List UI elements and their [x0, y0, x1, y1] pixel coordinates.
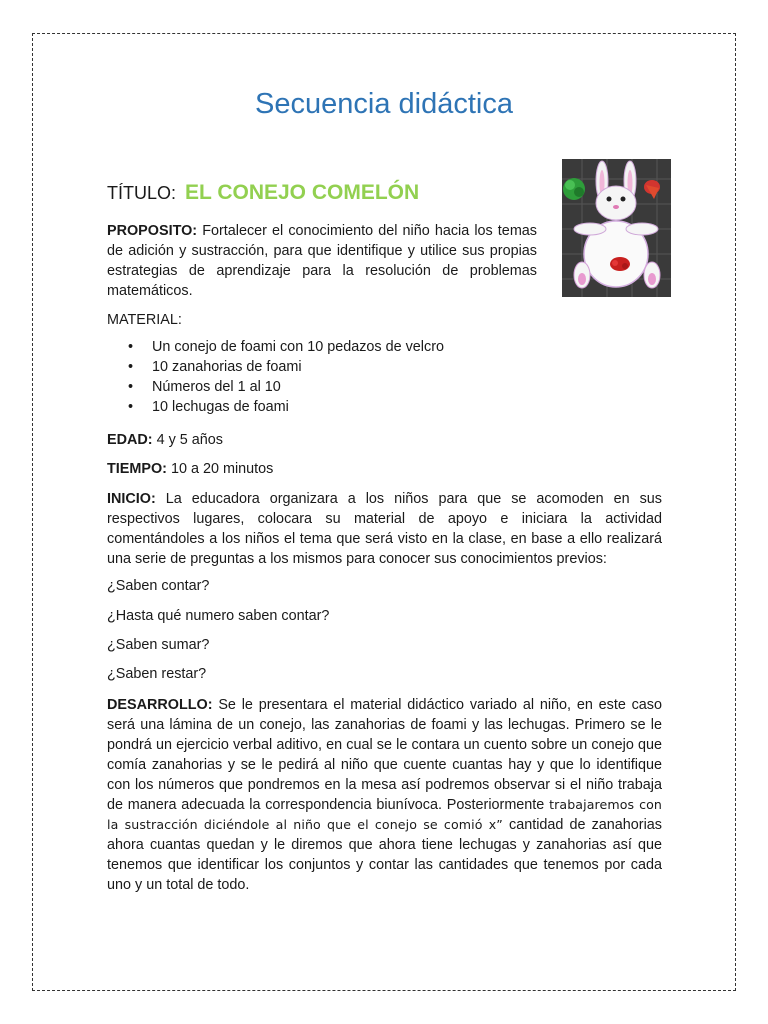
- desarrollo-text-1: Se le presentara el material didáctico variado al niño, en este caso será una lámina de un conejo, las zanahorias de foami y las lechugas. Primero se le pondrá un ejercicio verbal aditivo, en cual se le contara un cuento sobre un conejo que comía zanahorias y se le pedirá al niño que cuente cuantas hay y que lo identifique con los números que pondremos en la mesa así podremos observar si el niño trabaja de manera adecuada la correspondencia biunívoca. Posteriormente: [107, 697, 663, 813]
- desarrollo-text-3: cantidad de zanahorias ahora cuantas quedan y le diremos que ahora tiene lechugas y zanahorias así que tenemos que identificar los conjuntos y contar las cantidades que tenemos por cada uno y un total de todo.: [107, 817, 662, 893]
- list-item: • Un conejo de foami con 10 pedazos de velcro: [152, 337, 444, 357]
- question-item: ¿Saben sumar?: [107, 637, 210, 653]
- desarrollo-text-2: trabajaremos con la sustracción diciéndole al niño que el conejo se comió x”: [107, 797, 662, 832]
- proposito-text: Fortalecer el conocimiento del niño hacia los temas de adición y sustracción, para que identifique y utilice sus propias estrategias de aprendizaje para la resolución de problemas matemáticos.: [107, 223, 537, 299]
- tiempo-value: 10 a 20 minutos: [170, 461, 274, 477]
- list-item: • 10 lechugas de foami: [152, 397, 444, 417]
- question-item: ¿Saben restar?: [107, 666, 207, 682]
- material-list: [107, 337, 444, 417]
- tiempo-label: TIEMPO:: [107, 461, 167, 477]
- material-label: MATERIAL:: [107, 312, 182, 328]
- list-item: • Números del 1 al 10: [152, 377, 444, 397]
- tiempo-row: [107, 459, 662, 479]
- edad-value: 4 y 5 años: [156, 432, 223, 448]
- list-item: • 10 zanahorias de foami: [152, 357, 444, 377]
- desarrollo-paragraph: [107, 695, 662, 895]
- bunny-craft-photo: [562, 159, 671, 297]
- titulo-row: [107, 181, 419, 205]
- titulo-value: EL CONEJO COMELÓN: [185, 181, 420, 204]
- proposito-label: PROPOSITO:: [107, 223, 198, 239]
- edad-label: EDAD:: [107, 432, 153, 448]
- question-item: ¿Saben contar?: [107, 578, 210, 594]
- desarrollo-label: DESARROLLO:: [107, 697, 213, 713]
- inicio-label: INICIO:: [107, 491, 156, 507]
- question-item: ¿Hasta qué numero saben contar?: [107, 608, 330, 624]
- inicio-text: La educadora organizara a los niños para que se acomoden en sus respectivos lugares, colocara su material de apoyo e iniciara la actividad comentándoles a los niños el tema que será visto en la clase, en base a ello realizará una serie de preguntas a los mismos para conocer sus conocimientos previos:: [107, 491, 662, 567]
- document-title: Secuencia didáctica: [255, 88, 513, 120]
- edad-row: [107, 430, 662, 450]
- proposito-paragraph: [107, 221, 537, 301]
- titulo-label: TÍTULO:: [107, 183, 177, 203]
- inicio-paragraph: [107, 489, 662, 569]
